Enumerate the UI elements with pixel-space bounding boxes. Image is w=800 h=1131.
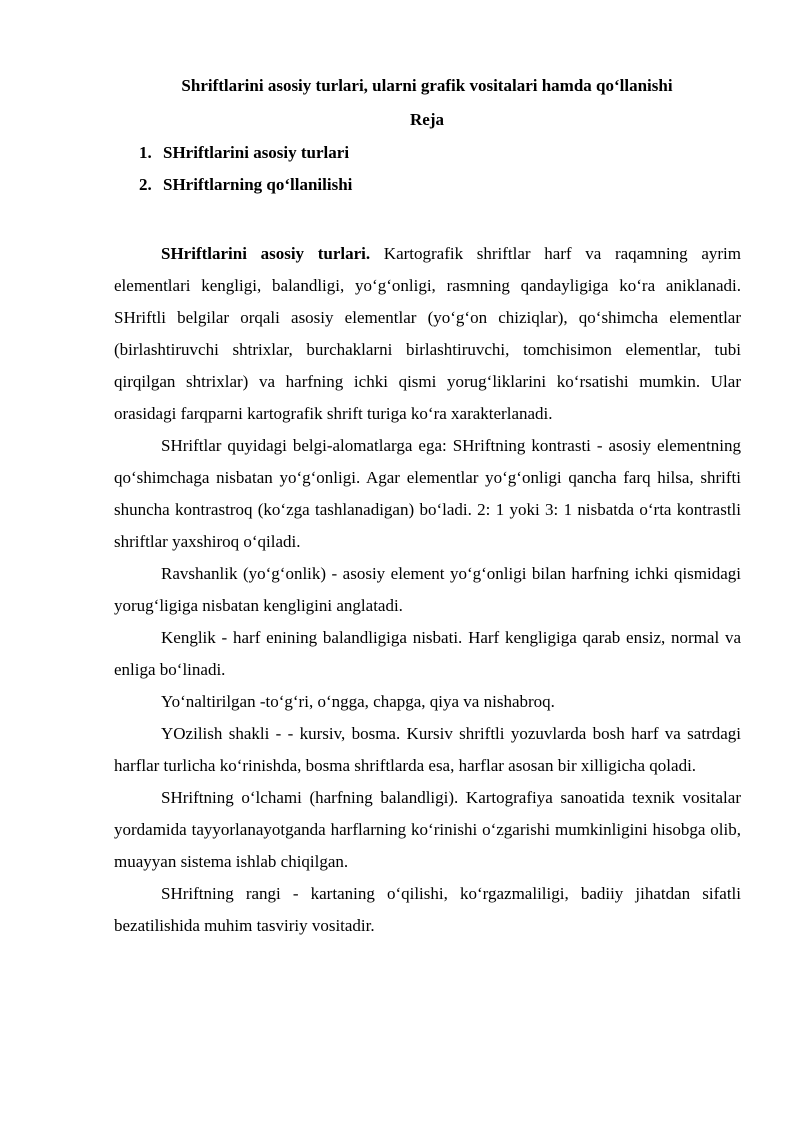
paragraph-text: Kenglik - harf enining balandligiga nisbati. Harf kengligiga qarab ensiz, normal va enliga bo‘linadi. xyxy=(114,628,741,679)
paragraph-text: Yo‘naltirilgan -to‘g‘ri, o‘ngga, chapga, qiya va nishabroq. xyxy=(161,692,555,711)
paragraph xyxy=(114,878,741,942)
paragraph-text: Ravshanlik (yo‘g‘onlik) - asosiy element yo‘g‘onligi bilan harfning ichki qismidagi yorug‘ligiga nisbatan kengligini anglatadi. xyxy=(114,564,741,615)
paragraph-text: SHriftning rangi - kartaning o‘qilishi, ko‘rgazmaliligi, badiiy jihatdan sifatli bezatilishida muhim tasviriy vositadir. xyxy=(114,884,741,935)
plan-item xyxy=(139,140,352,172)
paragraph-text: YOzilish shakli - - kursiv, bosma. Kursiv shriftli yozuvlarda bosh harf va satrdagi harflar turlicha ko‘rinishda, bosma shriftlarda esa, harflar asosan bir xilligicha qoladi. xyxy=(114,724,741,775)
paragraph-text: SHriftning o‘lchami (harfning balandligi). Kartografiya sanoatida texnik vositalar yordamida tayyorlanayotganda harflarning ko‘rinishi o‘zgarishi mumkinligini hisobga olib, muayyan sistema ishlab chiqilgan. xyxy=(114,788,741,871)
document-title: Shriftlarini asosiy turlari, ularni grafik vositalari hamda qo‘llanishi xyxy=(181,76,673,95)
paragraph-text: Kartografik shriftlar harf va raqamning ayrim elementlari kengligi, balandligi, yo‘g‘onligi, rasmning qandayligiga ko‘ra aniklanadi. SHriftli belgilar orqali asosiy elementlar (yo‘g‘on chiziqlar), qo‘shimcha elementlar (birlashtiruvchi shtrixlar, burchaklarni birlashtiruvchi, tomchisimon elementlar, tubi qirqilgan shtrixlar) va harfning ichki qismi yorug‘liklarini ko‘rsatishi mumkin. Ular orasidagi farqparni kartografik shrift turiga ko‘ra xarakterlanadi. xyxy=(114,244,741,423)
plan-item-number: 2. xyxy=(139,175,152,194)
paragraph xyxy=(114,238,741,430)
paragraph xyxy=(114,718,741,782)
paragraph xyxy=(114,686,741,718)
paragraph xyxy=(114,430,741,558)
plan-item-text: SHriftlarning qo‘llanilishi xyxy=(163,175,353,194)
paragraph xyxy=(114,782,741,878)
plan-list xyxy=(139,140,352,204)
paragraph xyxy=(114,558,741,622)
paragraph-text: SHriftlar quyidagi belgi-alomatlarga ega: SHriftning kontrasti - asosiy elementning qo‘shimchaga nisbatan yo‘g‘onligi. Agar elementlar yo‘g‘onligi qancha farq hilsa, shrifti shuncha kontrastroq (ko‘zga tashlanadigan) bo‘ladi. 2: 1 yoki 3: 1 nisbatda o‘rta kontrastli shriftlar yaxshiroq o‘qiladi. xyxy=(114,436,741,551)
plan-item-text: SHriftlarini asosiy turlari xyxy=(163,143,350,162)
plan-item xyxy=(139,172,352,204)
paragraph-lead: SHriftlarini asosiy turlari. xyxy=(161,244,371,263)
paragraph xyxy=(114,622,741,686)
plan-item-number: 1. xyxy=(139,143,152,162)
document-body xyxy=(114,238,741,942)
document-subtitle: Reja xyxy=(410,110,444,129)
